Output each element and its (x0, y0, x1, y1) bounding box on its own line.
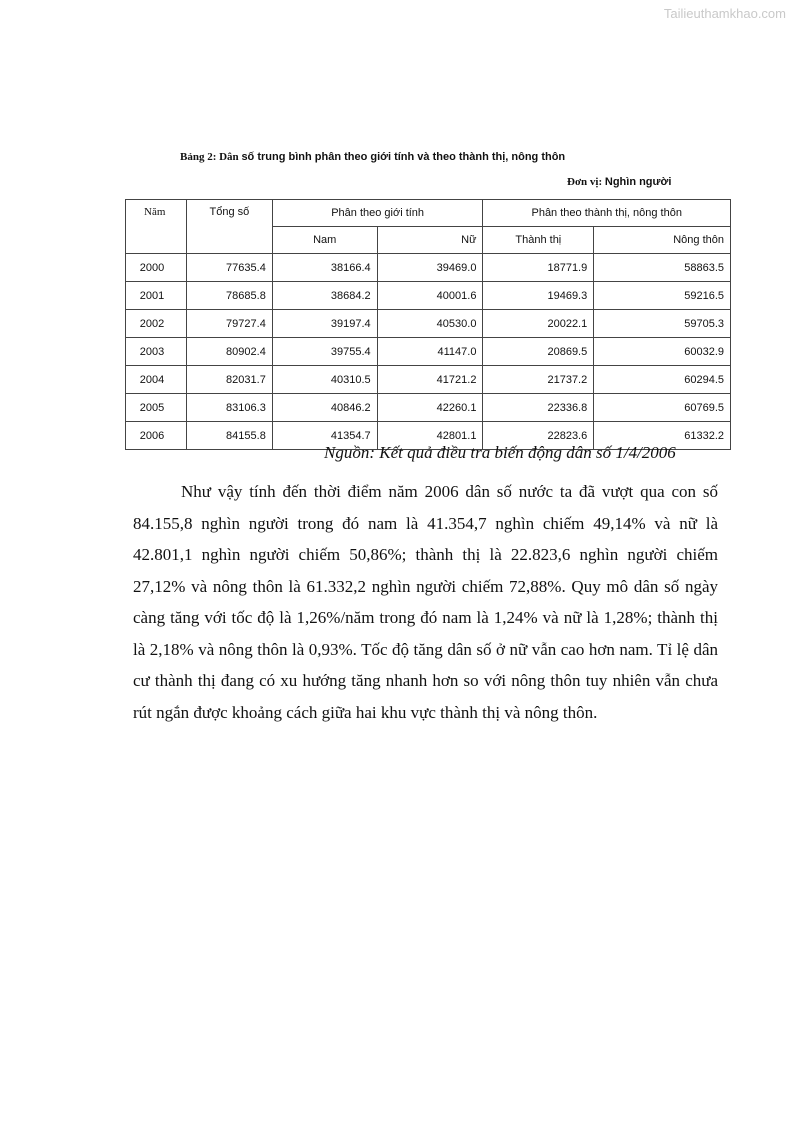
table-row (126, 310, 731, 338)
header-female: Nữ (377, 227, 483, 254)
cell-female: 40001.6 (377, 282, 483, 310)
cell-urban: 20022.1 (483, 310, 594, 338)
cell-female: 42260.1 (377, 394, 483, 422)
unit-label (567, 176, 671, 188)
cell-rural: 60032.9 (594, 338, 731, 366)
unit-label-prefix: Đơn vị: (567, 176, 603, 188)
table-row (126, 282, 731, 310)
cell-female: 41721.2 (377, 366, 483, 394)
population-table (125, 199, 731, 450)
cell-year: 2003 (126, 338, 187, 366)
cell-rural: 59216.5 (594, 282, 731, 310)
cell-rural: 60769.5 (594, 394, 731, 422)
cell-male: 41354.7 (272, 422, 377, 450)
cell-total: 84155.8 (186, 422, 272, 450)
cell-urban: 19469.3 (483, 282, 594, 310)
cell-urban: 22336.8 (483, 394, 594, 422)
body-paragraph: Như vậy tính đến thời điểm năm 2006 dân số nước ta đã vượt qua con số 84.155,8 nghìn người trong đó nam là 41.354,7 nghìn chiếm 49,14% và nữ là 42.801,1 nghìn người chiếm 50,86%; thành thị là 22.823,6 nghìn người chiếm 27,12% và nông thôn là 61.332,2 nghìn người chiếm 72,88%. Quy mô dân số ngày càng tăng với tốc độ là 1,26%/năm trong đó nam là 1,24% và nữ là 1,28%; thành thị là 2,18% và nông thôn là 0,93%. Tốc độ tăng dân số ở nữ vẫn cao hơn nam. Tỉ lệ dân cư thành thị đang có xu hướng tăng nhanh hơn so với nông thôn tuy nhiên vẫn chưa rút ngắn được khoảng cách giữa hai khu vực thành thị và nông thôn. (133, 482, 718, 722)
source-note: Nguồn: Kết quả điều tra biến động dân số 1/4/2006 (324, 443, 676, 462)
cell-year: 2005 (126, 394, 187, 422)
cell-total: 77635.4 (186, 254, 272, 282)
cell-total: 78685.8 (186, 282, 272, 310)
cell-urban: 22823.6 (483, 422, 594, 450)
header-urban: Thành thị (483, 227, 594, 254)
cell-male: 39755.4 (272, 338, 377, 366)
table-row (126, 254, 731, 282)
cell-male: 38684.2 (272, 282, 377, 310)
cell-year: 2001 (126, 282, 187, 310)
header-rural: Nông thôn (594, 227, 731, 254)
table-title-prefix: Bảng 2: Dân (180, 151, 239, 163)
cell-year: 2002 (126, 310, 187, 338)
table-row (126, 366, 731, 394)
header-male: Nam (272, 227, 377, 254)
cell-male: 40846.2 (272, 394, 377, 422)
cell-urban: 21737.2 (483, 366, 594, 394)
watermark: Tailieuthamkhao.com (663, 6, 786, 21)
header-total: Tổng số (186, 200, 272, 254)
cell-female: 39469.0 (377, 254, 483, 282)
cell-rural: 61332.2 (594, 422, 731, 450)
table-title (180, 151, 565, 163)
cell-female: 40530.0 (377, 310, 483, 338)
cell-rural: 59705.3 (594, 310, 731, 338)
table-title-rest: số trung bình phân theo giới tính và theo thành thị, nông thôn (241, 151, 566, 163)
cell-male: 40310.5 (272, 366, 377, 394)
cell-rural: 58863.5 (594, 254, 731, 282)
cell-total: 79727.4 (186, 310, 272, 338)
cell-total: 83106.3 (186, 394, 272, 422)
cell-year: 2000 (126, 254, 187, 282)
cell-male: 38166.4 (272, 254, 377, 282)
header-by-gender: Phân theo giới tính (272, 200, 483, 227)
cell-year: 2006 (126, 422, 187, 450)
header-by-area: Phân theo thành thị, nông thôn (483, 200, 731, 227)
cell-female: 42801.1 (377, 422, 483, 450)
cell-male: 39197.4 (272, 310, 377, 338)
cell-rural: 60294.5 (594, 366, 731, 394)
table-row (126, 338, 731, 366)
table-row (126, 394, 731, 422)
cell-total: 80902.4 (186, 338, 272, 366)
unit-label-value: Nghìn người (604, 176, 672, 188)
cell-total: 82031.7 (186, 366, 272, 394)
cell-urban: 20869.5 (483, 338, 594, 366)
cell-year: 2004 (126, 366, 187, 394)
header-year: Năm (126, 200, 187, 254)
cell-female: 41147.0 (377, 338, 483, 366)
cell-urban: 18771.9 (483, 254, 594, 282)
